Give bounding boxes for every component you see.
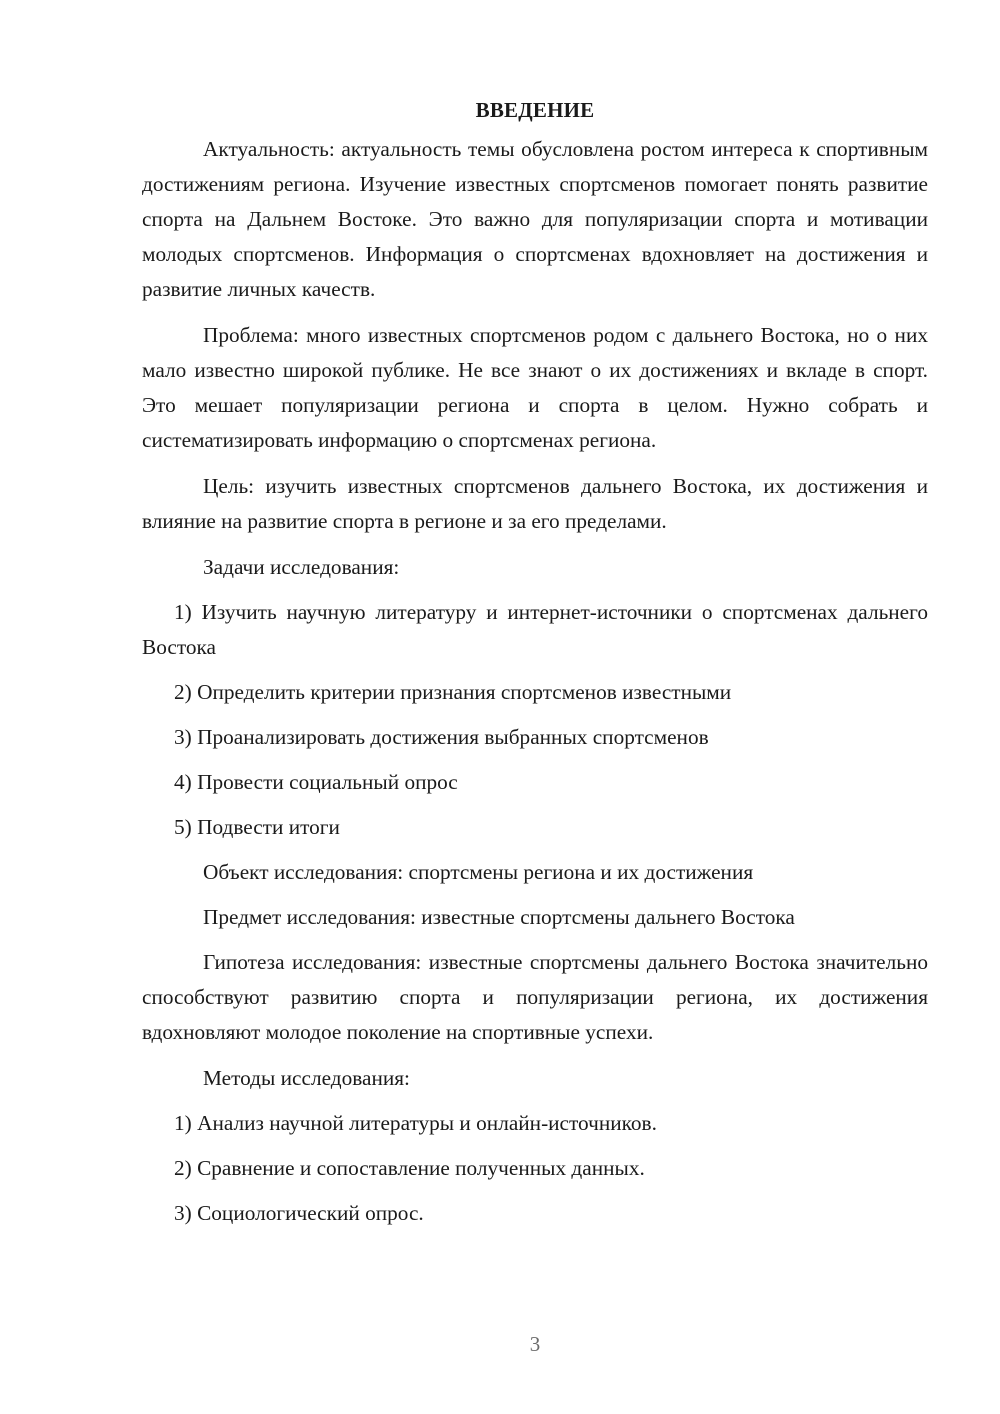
- method-item-1: 1) Анализ научной литературы и онлайн-источников.: [174, 1111, 657, 1135]
- task-item-1: 1) Изучить научную литературу и интернет-источники о спортсменах дальнего Востока: [142, 600, 928, 659]
- method-item-2: 2) Сравнение и сопоставление полученных данных.: [174, 1156, 645, 1180]
- task-item-2: 2) Определить критерии признания спортсменов известными: [174, 680, 732, 704]
- tasks-heading: Задачи исследования:: [203, 555, 400, 579]
- problem-paragraph: Проблема: много известных спортсменов родом с дальнего Востока, но о них мало известно широкой публике. Не все знают о их достижениях и вкладе в спорт. Это мешает популяризации региона и спорта в целом. Нужно собрать и систематизировать информацию о спортсменах региона.: [142, 323, 928, 452]
- tasks-list: [142, 595, 928, 845]
- goal-paragraph: Цель: изучить известных спортсменов дальнего Востока, их достижения и влияние на развитие спорта в регионе и за его пределами.: [142, 474, 928, 533]
- subject-paragraph: Предмет исследования: известные спортсмены дальнего Востока: [203, 905, 795, 929]
- task-item-5: 5) Подвести итоги: [174, 815, 340, 839]
- method-item-3: 3) Социологический опрос.: [174, 1201, 424, 1225]
- task-item-4: 4) Провести социальный опрос: [174, 770, 458, 794]
- hypothesis-paragraph: Гипотеза исследования: известные спортсмены дальнего Востока значительно способствуют развитию спорта и популяризации региона, их достижения вдохновляют молодое поколение на спортивные успехи.: [142, 950, 928, 1044]
- methods-list: [142, 1106, 928, 1231]
- object-paragraph: Объект исследования: спортсмены региона и их достижения: [203, 860, 754, 884]
- methods-heading: Методы исследования:: [203, 1066, 410, 1090]
- page-title: ВВЕДЕНИЕ: [475, 98, 595, 122]
- relevance-paragraph: Актуальность: актуальность темы обусловлена ростом интереса к спортивным достижениям региона. Изучение известных спортсменов помогает понять развитие спорта на Дальнем Востоке. Это важно для популяризации спорта и мотивации молодых спортсменов. Информация о спортсменах вдохновляет на достижения и развитие личных качеств.: [142, 137, 928, 301]
- document-page: [142, 92, 928, 1241]
- task-item-3: 3) Проанализировать достижения выбранных спортсменов: [174, 725, 709, 749]
- page-number: 3: [529, 1332, 541, 1356]
